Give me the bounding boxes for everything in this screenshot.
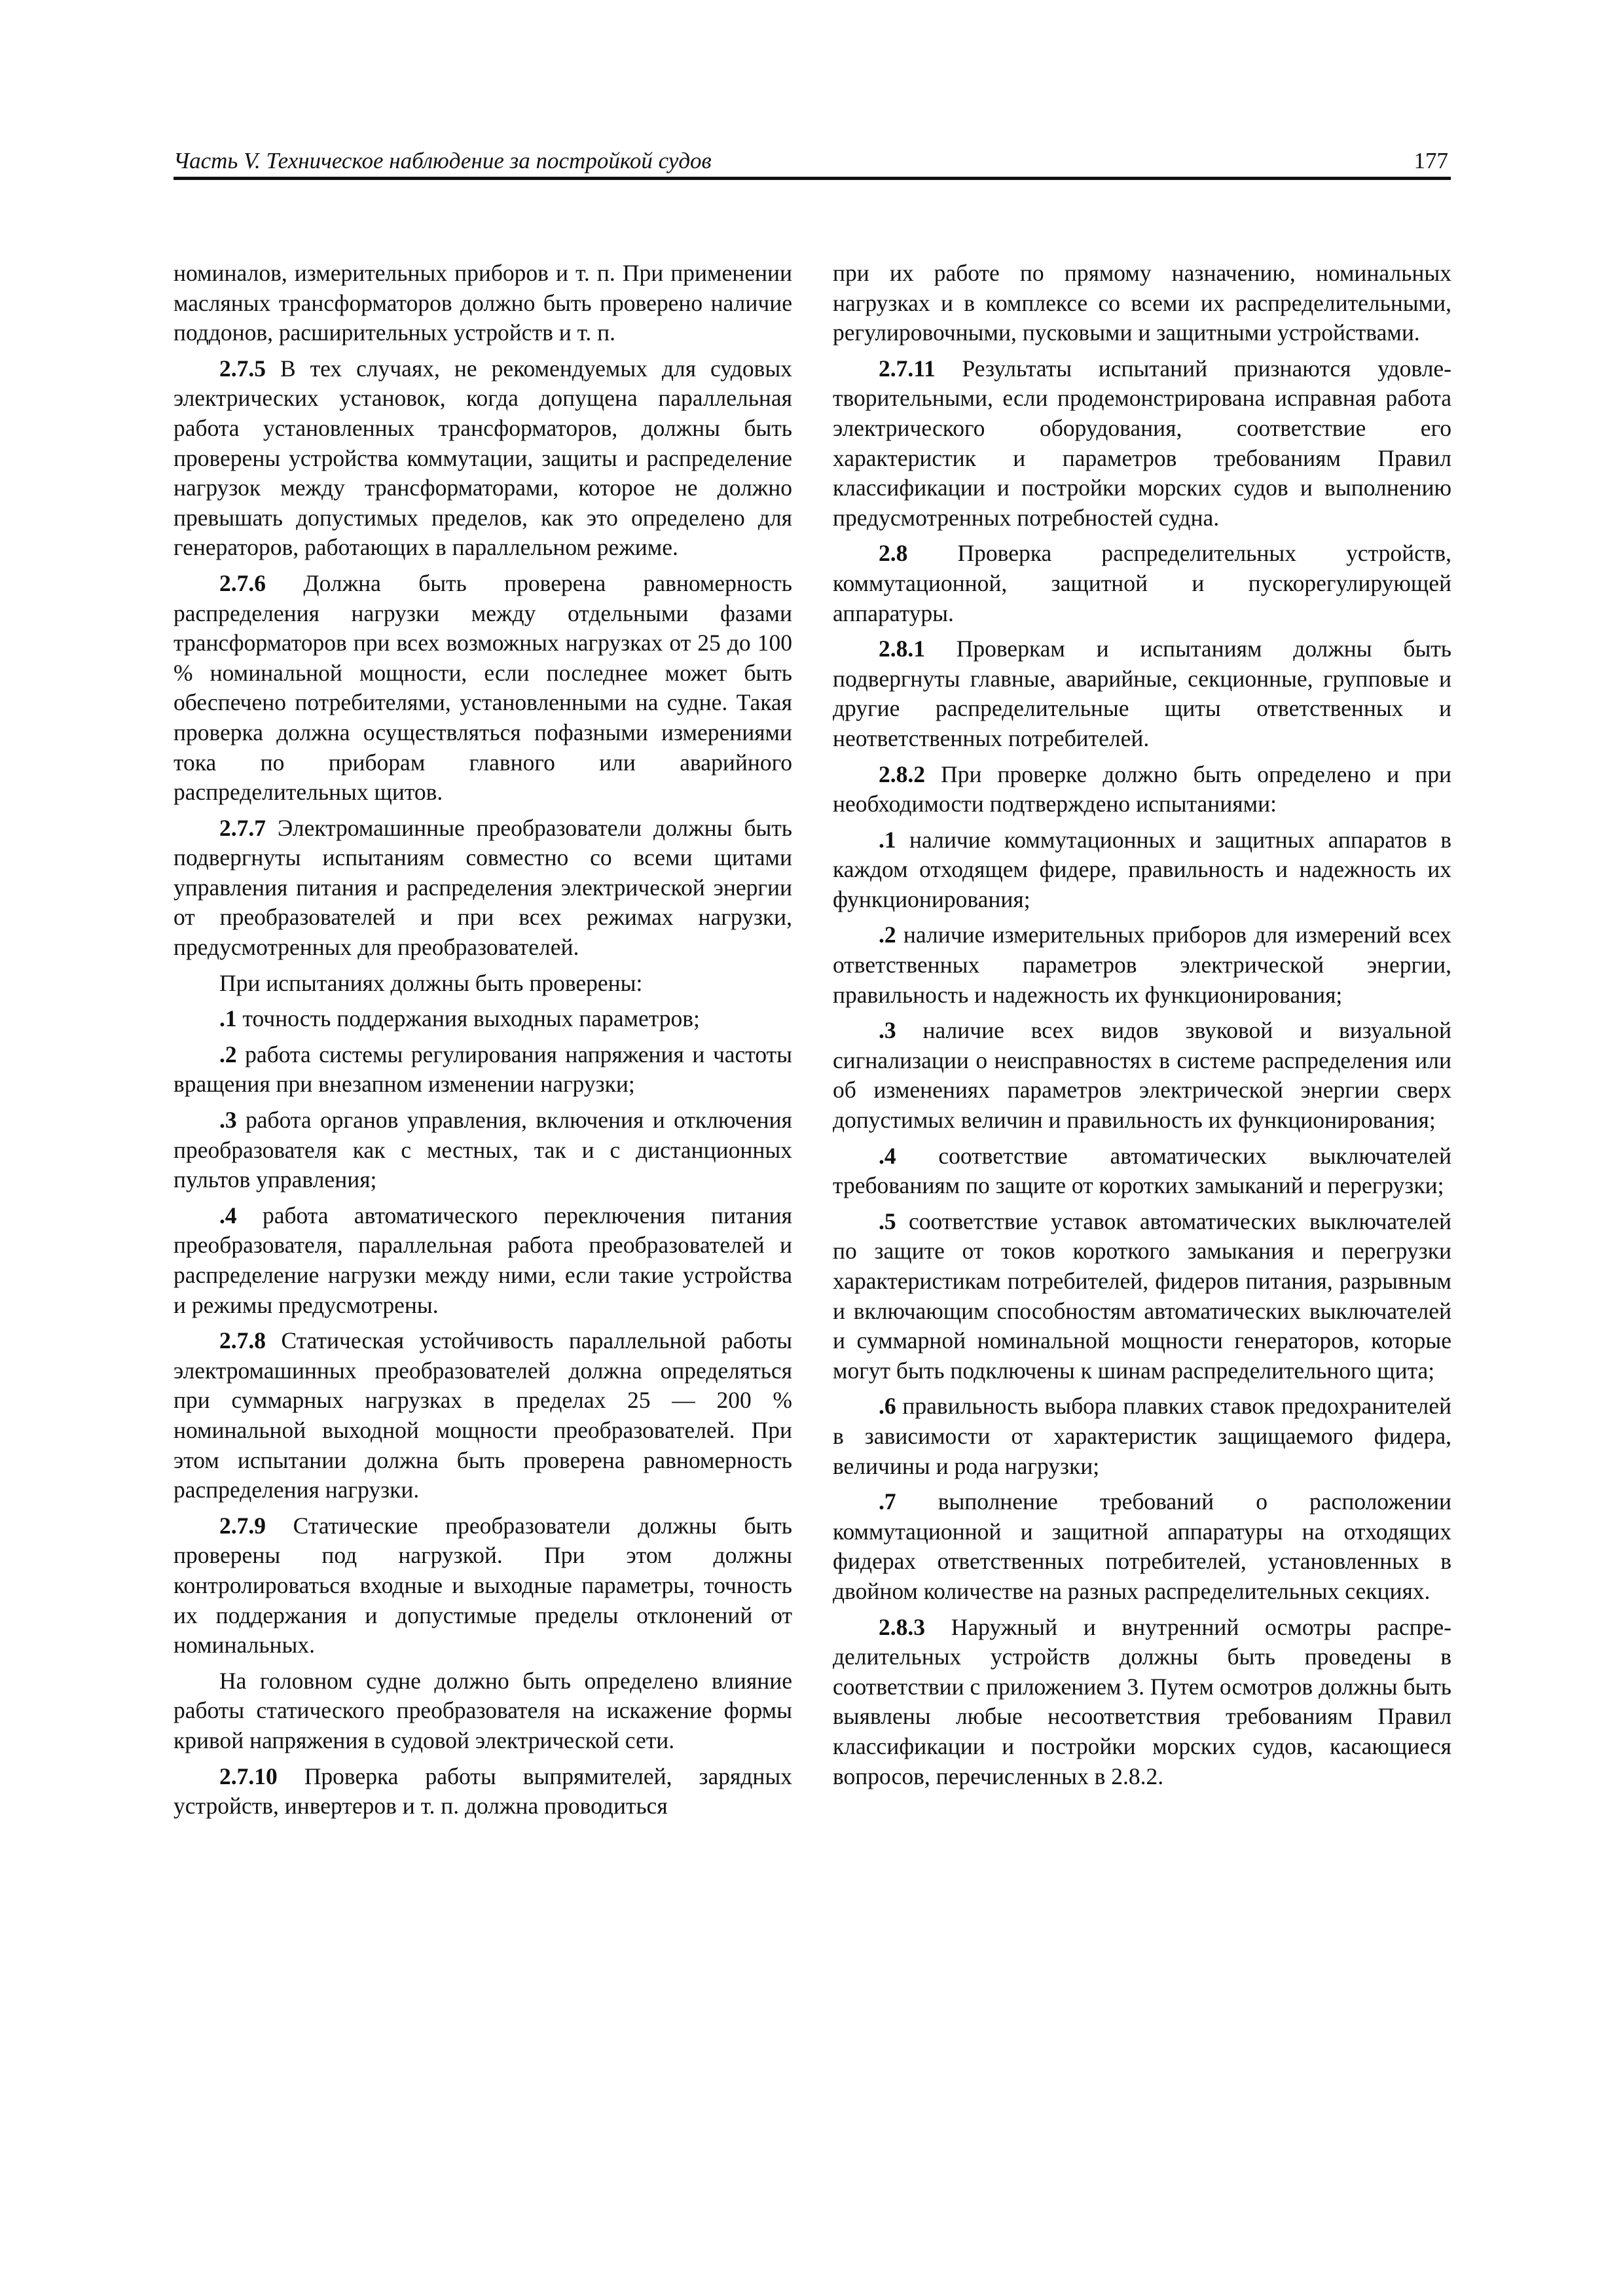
clause-number: .6 xyxy=(879,1393,896,1420)
clause-number: .1 xyxy=(219,1005,237,1032)
paragraph xyxy=(173,969,792,999)
clause-number: .4 xyxy=(219,1202,237,1229)
paragraph xyxy=(173,1762,792,1821)
clause-number: 2.8.2 xyxy=(879,761,925,787)
paragraph-text: Статические преобразователи должны быть проверены под нагрузкой. При этом должны контролироваться входные и выходные параметры, точность их поддержания и допустимые пределы отклонений от номинальных. xyxy=(173,1512,792,1659)
paragraph xyxy=(173,1666,792,1756)
paragraph xyxy=(833,825,1451,915)
paragraph-text: наличие коммутационных и защитных аппаратов в каждом отходящем фидере, правильность и надежность их функционирования; xyxy=(833,826,1451,912)
running-header xyxy=(173,143,1451,180)
paragraph xyxy=(173,354,792,563)
paragraph xyxy=(173,1004,792,1034)
clause-number: 2.7.11 xyxy=(879,355,936,382)
paragraph-text: наличие измерительных приборов для измерений всех ответственных параметров электрической энергии, правильность и надежность их функционирования; xyxy=(833,922,1451,1008)
paragraph xyxy=(833,1391,1451,1481)
paragraph-text: точность поддержания выходных параметров; xyxy=(236,1005,700,1032)
paragraph xyxy=(833,539,1451,628)
paragraph xyxy=(833,920,1451,1010)
paragraph-text: На головном судне должно быть определено влияние работы статического преобразователя на искажение формы кривой напряжения в судовой электрической сети. xyxy=(173,1667,792,1753)
paragraph-text: работа автоматического переключения питания преобразователя, параллельная работа преобразователей и распределение нагрузки между ними, если такие устройства и режимы предусмотрены. xyxy=(173,1202,792,1318)
paragraph-text: работа органов управления, включения и отключения преобразователя как с местных, так и с дистанционных пультов управления; xyxy=(173,1107,792,1193)
paragraph-text: Наружный и внутренний осмотры распределительных устройств должны быть проведены в соответствии с приложением 3. Путем осмотров должны быть выявлены любые несоответствия требованиям Правил классификации и постройки морских судов, касающиеся вопросов, перечисленных в 2.8.2. xyxy=(833,1613,1451,1789)
clause-number: 2.7.8 xyxy=(219,1327,266,1354)
page-number: 177 xyxy=(1413,148,1448,173)
clause-number: .3 xyxy=(879,1017,896,1044)
paragraph-text: Должна быть проверена равномерность распределения нагрузки между отдельными фазами трансформаторов при всех возможных нагрузках от 25 до 100 % номинальной мощности, если последнее может быть обеспечено потребителями, установленными на судне. Такая проверка должна осуществляться пофазными измерениями тока по приборам главного или аварийного распределительных щитов. xyxy=(173,569,792,806)
paragraph-text: Проверкам и испытаниям должны быть подвергнуты главные, аварийные, секционные, групповые и другие распределительные щиты ответственных и неответственных потребителей. xyxy=(833,636,1451,751)
paragraph xyxy=(173,1105,792,1195)
paragraph-text: соответствие уставок автоматических выключателей по защите от токов короткого замыкания и перегрузки характеристикам потребителей, фидеров питания, разрывным и включающим способностям автоматических выключателей и суммарной номинальной мощности генераторов, которые могут быть подключены к шинам распределительного щита; xyxy=(833,1208,1451,1384)
clause-number: 2.8.3 xyxy=(879,1613,925,1640)
paragraph-text: работа системы регулирования напряжения и частоты вращения при внезапном изменении нагрузки; xyxy=(173,1041,792,1098)
paragraph xyxy=(833,634,1451,753)
clause-number: 2.7.10 xyxy=(219,1763,278,1789)
paragraph xyxy=(833,1207,1451,1386)
clause-number: 2.8.1 xyxy=(879,636,925,662)
paragraph-text: при их работе по прямому назначению, номинальных нагрузках и в комплексе со всеми их распределительными, регулировочными, пусковыми и защитными устройствами. xyxy=(833,260,1451,346)
clause-number: 2.7.9 xyxy=(219,1512,266,1539)
paragraph-text: Результаты испытаний признаются удовлетворительными, если продемонстрирована исправная работа электрического оборудования, соответствие его характеристик и параметров требованиям Правил классификации и постройки морских судов и выполнению предусмотренных потребностей судна. xyxy=(833,355,1451,531)
paragraph-text: При испытаниях должны быть проверены: xyxy=(219,969,643,996)
clause-number: .5 xyxy=(879,1208,896,1234)
paragraph xyxy=(833,354,1451,533)
clause-number: .2 xyxy=(879,922,896,948)
paragraph xyxy=(173,259,792,348)
paragraph xyxy=(833,1613,1451,1792)
clause-number: 2.7.5 xyxy=(219,355,266,382)
paragraph xyxy=(173,1040,792,1100)
paragraph xyxy=(833,760,1451,819)
paragraph-text: Статическая устойчивость параллельной работы электромашинных преобразователей должна определяться при суммарных нагрузках в пределах 25 — 200 % номинальной выходной мощности преобразователей. При этом испытании должна быть проверена равномерность распределения нагрузки. xyxy=(173,1327,792,1503)
paragraph xyxy=(833,259,1451,348)
paragraph xyxy=(173,1511,792,1660)
paragraph xyxy=(833,1016,1451,1135)
clause-number: .1 xyxy=(879,826,896,853)
paragraph xyxy=(173,569,792,808)
paragraph xyxy=(173,1201,792,1320)
paragraph-text: выполнение требований о расположении коммутационной и защитной аппаратуры на отходящих фидерах ответственных потребителей, установленных в двойном количестве на разных распределительных секциях. xyxy=(833,1488,1451,1604)
paragraph-text: соответствие автоматических выключателей требованиям по защите от коротких замыканий и перегрузки; xyxy=(833,1142,1451,1199)
paragraph xyxy=(173,814,792,963)
paragraph xyxy=(833,1141,1451,1201)
clause-number: 2.8 xyxy=(879,540,908,567)
paragraph-text: Электромашинные преобразователи должны быть подвергнуты испытаниям совместно со всеми щитами управления питания и распределения электрической энергии от преобразователей и при всех режимах нагрузки, предусмотренных для преобразователей. xyxy=(173,814,792,961)
clause-number: .4 xyxy=(879,1142,896,1169)
clause-number: 2.7.6 xyxy=(219,569,266,596)
paragraph-text: Проверка работы выпрямителей, зарядных устройств, инвертеров и т. п. должна проводиться xyxy=(173,1763,792,1820)
paragraph-text: Проверка распределительных устройств, коммутационной, защитной и пускорегулирующей аппаратуры. xyxy=(833,540,1451,626)
paragraph-text: наличие всех видов звуковой и визуальной сигнализации о неисправностях в системе распределения или об изменениях параметров электрической энергии сверх допустимых величин и правильность их функционирования; xyxy=(833,1017,1451,1134)
running-header-title: Часть V. Техническое наблюдение за постройкой судов xyxy=(173,148,712,173)
clause-number: .7 xyxy=(879,1488,896,1515)
clause-number: .3 xyxy=(219,1107,237,1134)
left-column xyxy=(173,259,792,1827)
paragraph xyxy=(833,1487,1451,1606)
right-column xyxy=(833,259,1451,1797)
paragraph-text: правильность выбора плавких ставок предохранителей в зависимости от характеристик защищаемого фидера, величины и рода нагрузки; xyxy=(833,1393,1451,1479)
paragraph-text: При проверке должно быть определено и при необходимости подтверждено испытаниями: xyxy=(833,761,1451,817)
clause-number: 2.7.7 xyxy=(219,814,266,841)
clause-number: .2 xyxy=(219,1041,237,1067)
paragraph-text: номиналов, измерительных приборов и т. п. При применении масляных трансформаторов должно быть проверено наличие поддонов, расширительных устройств и т. п. xyxy=(173,260,792,346)
paragraph-text: В тех случаях, не рекомендуемых для судовых электрических установок, когда допущена параллельная работа установленных трансформаторов, должны быть проверены устройства коммутации, защиты и распределение нагрузок между трансформаторами, которое не должно превышать допустимых пределов, как это определено для генераторов, работающих в параллельном режиме. xyxy=(173,355,792,561)
paragraph xyxy=(173,1326,792,1505)
